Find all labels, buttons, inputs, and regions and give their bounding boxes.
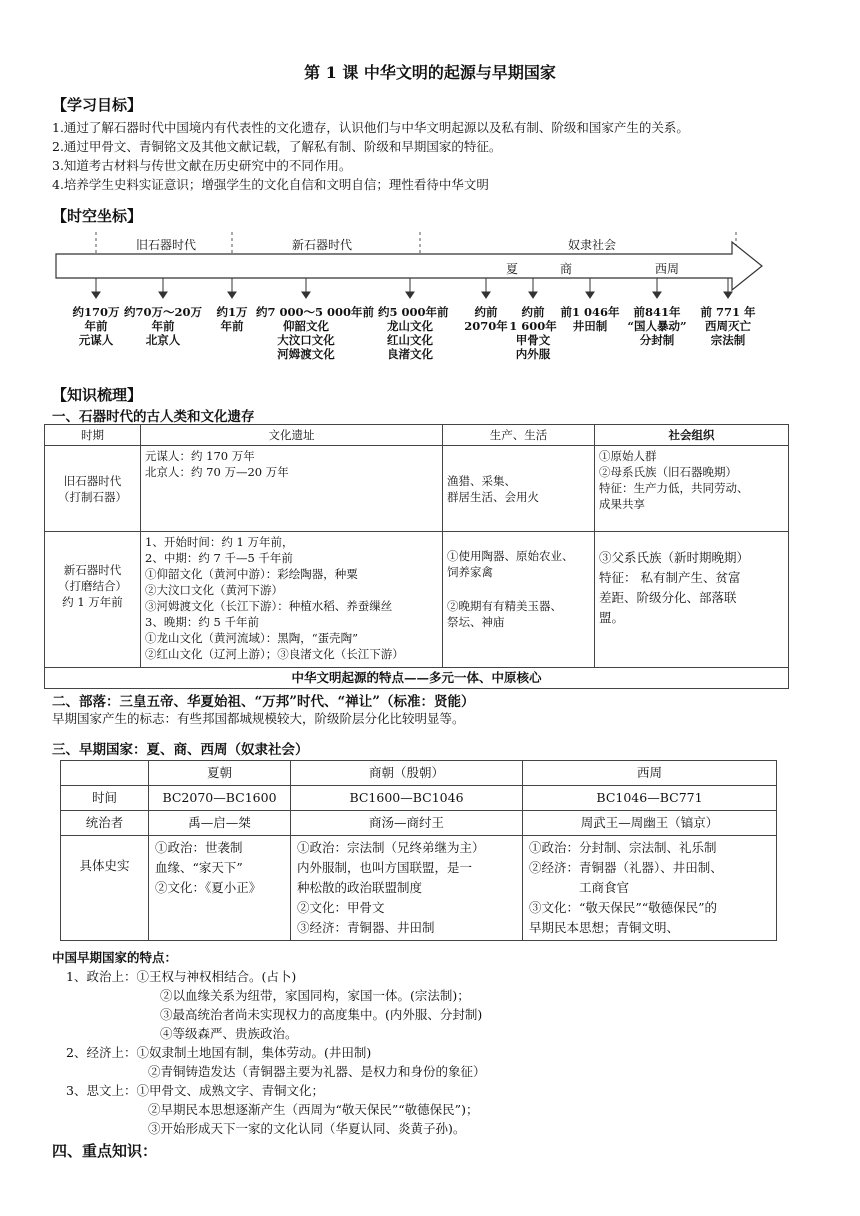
table-cell: 禹—启—桀 bbox=[149, 811, 291, 836]
org-cell: ③父系氏族（新时期晚期） 特征： 私有制产生、贫富 差距、阶级分化、部落联 盟。 bbox=[595, 532, 789, 668]
timeline-mark-841bc: 前841年 “国人暴动” 分封制 bbox=[627, 305, 687, 347]
knowledge-heading: 【知识梳理】 bbox=[52, 386, 143, 404]
life-cell: ①使用陶器、原始农业、 饲养家禽 ②晚期有有精美玉器、 祭坛、神庙 bbox=[443, 532, 595, 668]
era-neolithic: 新石器时代 bbox=[292, 238, 353, 252]
zhou-facts: ①政治：分封制、宗法制、礼乐制 ②经济：青铜器（礼器）、井田制、 工商食官 ③文化：“敬天保民”“敬德保民”的 早期民本思想；青铜文明、 bbox=[523, 836, 777, 941]
row-label: 统治者 bbox=[61, 811, 149, 836]
timeline-mark-771bc: 前 771 年 西周灭亡 宗法制 bbox=[700, 305, 756, 347]
timeline-mark-10k: 约1万 年前 bbox=[216, 305, 248, 333]
section1-heading: 一、石器时代的古人类和文化遗存 bbox=[52, 409, 255, 425]
goal-item: 1.通过了解石器时代中国境内有代表性的文化遗存，认识他们与中华文明起源以及私有制、阶级和国家产生的关系。 bbox=[52, 120, 689, 135]
org-cell: ①原始人群 ②母系氏族（旧石器晚期） 特征：生产力低，共同劳动、 成果共享 bbox=[595, 446, 789, 532]
timeline-mark-yuanmou: 约170万 年前 元谋人 bbox=[72, 305, 120, 347]
table-header: 生产、生活 bbox=[443, 425, 595, 446]
goal-item: 2.通过甲骨文、青铜铭文及其他文献记载，了解私有制、阶级和早期国家的特征。 bbox=[52, 139, 502, 154]
table-cell: BC1600—BC1046 bbox=[291, 786, 523, 811]
table-row bbox=[45, 446, 789, 532]
timeline-heading: 【时空坐标】 bbox=[52, 207, 143, 225]
row-label: 具体史实 bbox=[61, 836, 149, 941]
row-label: 时间 bbox=[61, 786, 149, 811]
sites-cell: 元谋人：约 170 万年 北京人：约 70 万—20 万年 bbox=[141, 446, 443, 532]
table-cell: BC1046—BC771 bbox=[523, 786, 777, 811]
table-header: 时期 bbox=[45, 425, 141, 446]
dynasty-western-zhou: 西周 bbox=[655, 262, 680, 276]
era-paleolithic: 旧石器时代 bbox=[136, 238, 197, 252]
feature-line: ③最高统治者尚未实现权力的高度集中。(内外服、分封制) bbox=[160, 1007, 483, 1022]
shang-facts: ①政治：宗法制（兄终弟继为主） 内外服制，也叫方国联盟，是一 种松散的政治联盟制度 ②文化：甲骨文 ③经济：青铜器、井田制 bbox=[291, 836, 523, 941]
feature-line: 2、经济上：①奴隶制土地国有制，集体劳动。(井田制) bbox=[66, 1045, 372, 1060]
table-row bbox=[61, 836, 777, 941]
feature-line: ②早期民本思想逐渐产生（西周为“敬天保民”“敬德保民”)； bbox=[148, 1102, 479, 1117]
timeline-mark-peking: 约70万～20万 年前 北京人 bbox=[123, 305, 202, 347]
period-cell: 旧石器时代 （打制石器） bbox=[45, 446, 141, 532]
table-header: 西周 bbox=[523, 761, 777, 786]
timeline-mark-longshan: 约5 000年前 龙山文化 红山文化 良渚文化 bbox=[378, 305, 449, 361]
section2-heading: 二、部落：三皇五帝、华夏始祖、“万邦”时代、“禅让”（标准：贤能） bbox=[52, 694, 475, 710]
section4-heading: 四、重点知识： bbox=[52, 1142, 158, 1160]
timeline-mark-1600bc: 约前 1 600年 甲骨文 内外服 bbox=[509, 305, 557, 361]
era-slave-society: 奴隶社会 bbox=[568, 238, 617, 252]
table-row bbox=[61, 786, 777, 811]
xia-facts: ①政治：世袭制 血缘、“家天下” ②文化：《夏小正》 bbox=[149, 836, 291, 941]
timeline bbox=[40, 228, 780, 368]
table-cell: BC2070—BC1600 bbox=[149, 786, 291, 811]
life-cell: 渔猎、采集、 群居生活、会用火 bbox=[443, 446, 595, 532]
table-row bbox=[61, 811, 777, 836]
goals-list bbox=[52, 118, 689, 194]
table-row bbox=[61, 761, 777, 786]
table-header: 文化遗址 bbox=[141, 425, 443, 446]
table-header: 夏朝 bbox=[149, 761, 291, 786]
feature-line: 3、思文上：①甲骨文、成熟文字、青铜文化； bbox=[66, 1083, 324, 1098]
feature-line: ④等级森严、贵族政治。 bbox=[160, 1026, 298, 1041]
feature-line: ②以血缘关系为纽带，家国同构，家国一体。(宗法制)； bbox=[160, 988, 470, 1003]
table-footer: 中华文明起源的特点——多元一体、中原核心 bbox=[45, 668, 789, 689]
timeline-mark-yangshao: 约7 000～5 000年前 仰韶文化 大汶口文化 河姆渡文化 bbox=[256, 305, 375, 361]
dynasty-xia: 夏 bbox=[506, 262, 519, 276]
table-header bbox=[61, 761, 149, 786]
table-row bbox=[45, 532, 789, 668]
section2-text: 早期国家产生的标志：有些邦国都城规模较大，阶级阶层分化比较明显等。 bbox=[52, 711, 465, 726]
early-states-table bbox=[60, 760, 777, 941]
table-header: 商朝（殷朝） bbox=[291, 761, 523, 786]
stone-age-table bbox=[44, 424, 789, 689]
timeline-mark-2070bc: 约前 2070年 bbox=[464, 305, 508, 333]
page-title: 第 1 课 中华文明的起源与早期国家 bbox=[304, 63, 556, 82]
goals-heading: 【学习目标】 bbox=[52, 96, 143, 114]
feature-line: ③开始形成天下一家的文化认同（华夏认同、炎黄子孙)。 bbox=[148, 1121, 466, 1136]
table-cell: 商汤—商纣王 bbox=[291, 811, 523, 836]
goal-item: 4.培养学生史料实证意识；增强学生的文化自信和文明自信；理性看待中华文明 bbox=[52, 177, 489, 192]
goal-item: 3.知道考古材料与传世文献在历史研究中的不同作用。 bbox=[52, 158, 352, 173]
features-list bbox=[66, 967, 486, 1138]
period-cell: 新石器时代 （打磨结合） 约 1 万年前 bbox=[45, 532, 141, 668]
timeline-mark-1046bc: 前1 046年 井田制 bbox=[560, 305, 620, 333]
sites-cell: 1、开始时间：约 1 万年前， 2、中期：约 7 千—5 千年前 ①仰韶文化（黄河中游）：彩绘陶器，种粟 ②大汶口文化（黄河下游） ③河姆渡文化（长江下游）：种植水稻、养蚕缫丝 3、晚期：约 5 千年前 ①龙山文化（黄河流域）：黑陶，“蛋壳陶” ②红山文化（辽河上游）；③良渚文化（长江下游） bbox=[141, 532, 443, 668]
table-cell: 周武王—周幽王（镐京） bbox=[523, 811, 777, 836]
features-heading: 中国早期国家的特点： bbox=[52, 950, 178, 965]
table-header: 社会组织 bbox=[595, 425, 789, 446]
dynasty-shang: 商 bbox=[560, 262, 573, 276]
feature-line: ②青铜铸造发达（青铜器主要为礼器、是权力和身份的象征） bbox=[148, 1064, 486, 1079]
feature-line: 1、政治上：①王权与神权相结合。(占卜) bbox=[66, 969, 297, 984]
section3-heading: 三、早期国家：夏、商、西周（奴隶社会） bbox=[52, 742, 309, 758]
